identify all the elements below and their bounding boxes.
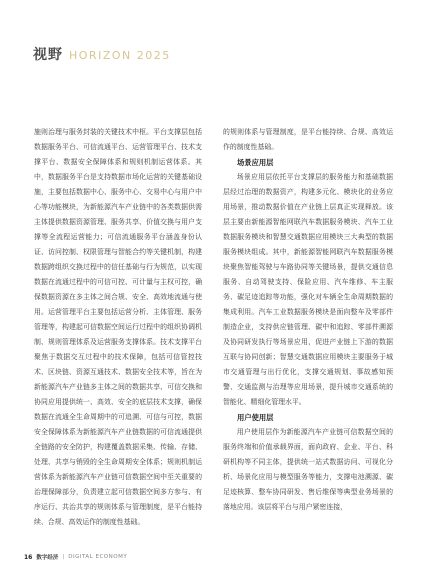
magazine-name-en: DIGITAL ECONOMY	[68, 554, 128, 560]
section-title-cn: 视野	[33, 47, 63, 63]
heading-scene-layer: 场景应用层	[237, 158, 274, 167]
right-intro-paragraph: 的规则体系与管理制度，是平台能持续、合规、高效运作的制度性基础。	[223, 128, 393, 151]
magazine-name-cn: 数字经济	[36, 555, 59, 561]
left-column	[34, 125, 202, 530]
right-column	[223, 125, 393, 515]
left-body-paragraph: 施则治理与服务封装的关键技术中枢。平台支撑层包括数据服务平台、可信流通平台、运营管理平台、技术支撑平台、数据安全保障体系和规则机制运营体系。其中，数据服务平台是支持数据市场化运营的关键基础设施，主要包括数据中心、服务中心、交易中心与用户中心等功能模块，为新能源汽车产业链中的各类数据供需主体提供数据资源管理、服务共享、价值交换与用户支撑等全流程运营能力；可信流通服务平台涵盖身份认证、访问控制、权限管理与智能合约等关键机制，构建数据跨组织交换过程中的信任基础与行为规范，以实现数据在流通过程中的可信可控、可计量与主权可控，确保数据资源在多主体之间合规、安全、高效地流通与使用。运营管理平台主要包括运营分析、主体管理、服务管理等，构建起可信数据空间运行过程中的组织协调机制、规则管理体系及运营服务支撑体系。技术支撑平台聚焦于数据交互过程中的技术保障，包括可信管控技术、区块链、资源互通技术、数据安全技术等，旨在为新能源汽车产业链多主体之间的数据共享、可信交换和协同应用提供统一、高效、安全的底层技术支撑，确保数据在流通全生命周期中的可追溯、可信与可控，数据安全保障体系为新能源汽车产业链数据的可信流通提供全链路的安全防护，构建覆盖数据采集、传输、存储、处理、共享与销毁的全生命周期安全体系；规则机制运营体系为新能源汽车产业链可信数据空间中至关重要的治理保障部分，负责建立起可信数据空间多方参与、有序运行、共治共享的规则体系与管理制度，是平台能持续、合规、高效运作的制度性基础。	[34, 128, 202, 526]
heading-user-layer: 用户使用层	[237, 413, 274, 422]
page-number: 16	[24, 553, 33, 561]
user-layer-paragraph: 用户使用层作为新能源汽车产业链可信数据空间的服务终端和价值承载界面，面向政府、企业、平台、科研机构等不同主体，提供统一站式数据访问、可视化分析、场景化应用与模型服务等能力，支撑电池溯源、碳足迹核算、整车协同研发、售后维保等典型业务场景的落地应用。该层将平台与用户紧密连接，	[223, 428, 393, 511]
section-masthead	[33, 44, 171, 64]
footer-separator: |	[62, 554, 65, 560]
page-footer	[24, 553, 127, 561]
scene-layer-paragraph: 场景应用层依托平台支撑层的服务能力和基础数据层经过治理的数据资产，构建多元化、模块化的业务应用场景，推动数据价值在产业链上层真正实现释放。该层主要由新能源智能网联汽车数据服务模块、汽车工业数据服务模块和智慧交通数据应用模块三大典型的数据服务模块组成。其中，新能源智能网联汽车数据服务模块聚焦智能驾驶与车路协同等关键场景，提供交通信息服务、自动驾驶支持、保险应用、汽车维修、车主服务、碳足迹追踪等功能，强化对车辆全生命周期数据的集成利用。汽车工业数据服务模块是面向整车及零部件制造企业，支持供应链管理、碳中和追踪、零部件溯源及协同研发执行等场景应用，促进产业链上下游的数据互联与协同创新；智慧交通数据应用模块主要服务于城市交通管理与出行优化，支撑交通规划、事故感知预警、交通监测与治理等应用场景，提升城市交通系统的智能化、精细化管理水平。	[223, 173, 393, 406]
section-title-en: HORIZON 2025	[69, 49, 171, 62]
